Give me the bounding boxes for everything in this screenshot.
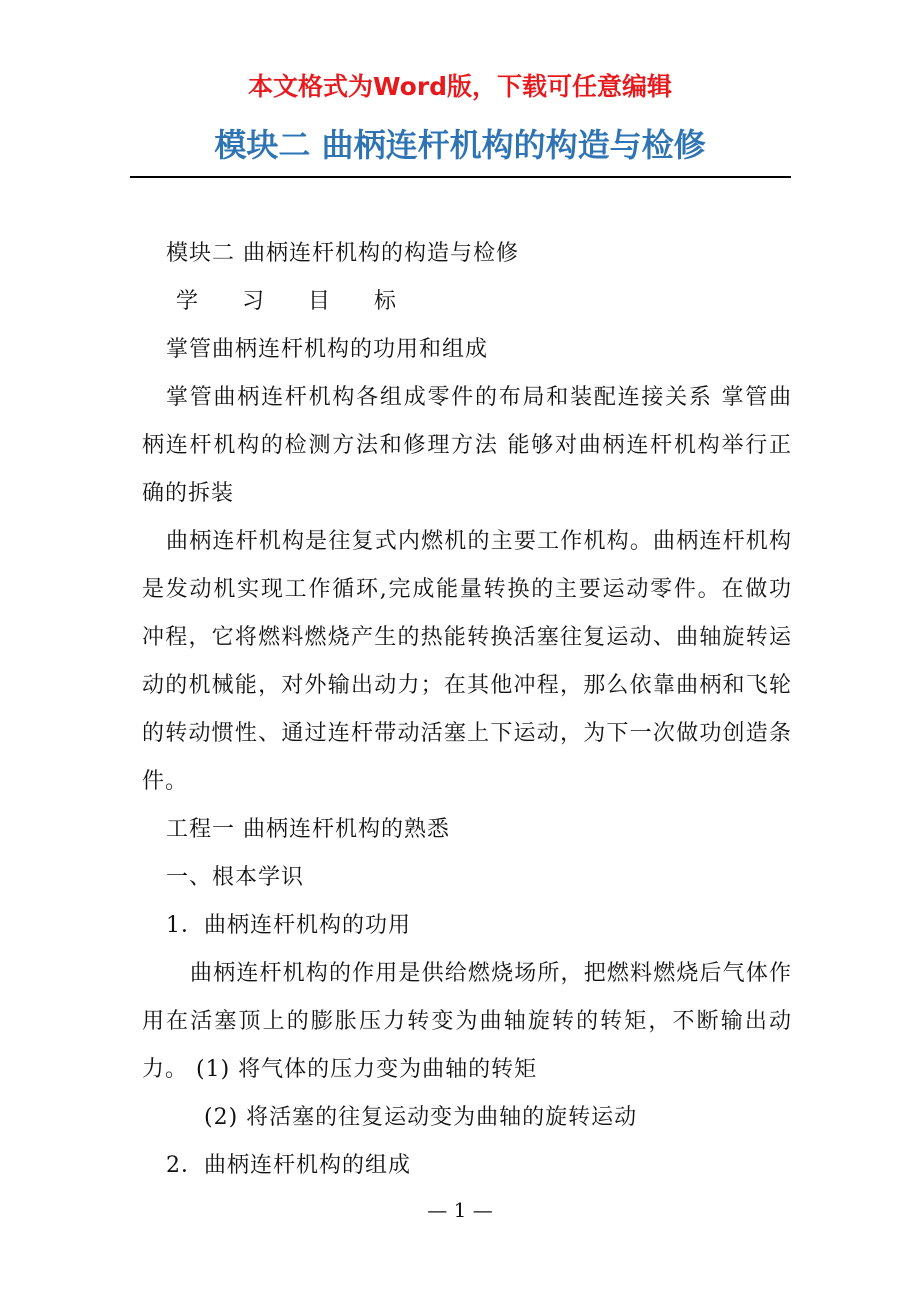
goal-char-3: 目 bbox=[308, 289, 332, 314]
document-body bbox=[142, 230, 792, 1190]
item-2-heading: 2．曲柄连杆机构的组成 bbox=[166, 1153, 411, 1178]
item-1-paragraph: 曲柄连杆机构的作用是供给燃烧场所，把燃料燃烧后气体作用在活塞顶上的膨胀压力转变为曲轴旋转的转矩，不断输出动力。 (1) 将气体的压力变为曲轴的转矩 bbox=[142, 961, 792, 1082]
item-1-heading: 1．曲柄连杆机构的功用 bbox=[166, 913, 411, 938]
section-heading: 一、根本学识 bbox=[166, 865, 305, 890]
goal-char-1: 学 bbox=[176, 289, 200, 314]
intro-paragraph: 曲柄连杆机构是往复式内燃机的主要工作机构。曲柄连杆机构是发动机实现工作循环,完成能量转换的主要运动零件。在做功冲程，它将燃料燃烧产生的热能转换活塞往复运动、曲轴旋转运动的机械能，对外输出动力；在其他冲程，那么依靠曲柄和飞轮的转动惯性、通过连杆带动活塞上下运动，为下一次做功创造条件。 bbox=[142, 529, 792, 794]
goal-item-2: 掌管曲柄连杆机构各组成零件的布局和装配连接关系 掌管曲柄连杆机构的检测方法和修理方法 能够对曲柄连杆机构举行正确的拆装 bbox=[142, 385, 792, 506]
module-heading: 模块二 曲柄连杆机构的构造与检修 bbox=[166, 241, 519, 266]
item-1-sub-2: (2) 将活塞的往复运动变为曲轴的旋转运动 bbox=[204, 1105, 638, 1130]
document-title: 模块二 曲柄连杆机构的构造与检修 bbox=[214, 126, 706, 164]
goal-item-1: 掌管曲柄连杆机构的功用和组成 bbox=[166, 337, 489, 362]
goal-char-2: 习 bbox=[242, 289, 266, 314]
download-notice: 本文格式为Word版，下载可任意编辑 bbox=[247, 72, 673, 101]
learning-goals-heading bbox=[142, 278, 792, 326]
project-heading: 工程一 曲柄连杆机构的熟悉 bbox=[166, 817, 450, 842]
title-divider bbox=[130, 176, 791, 178]
page-number: — 1 — bbox=[427, 1198, 493, 1222]
goal-char-4: 标 bbox=[374, 289, 398, 314]
